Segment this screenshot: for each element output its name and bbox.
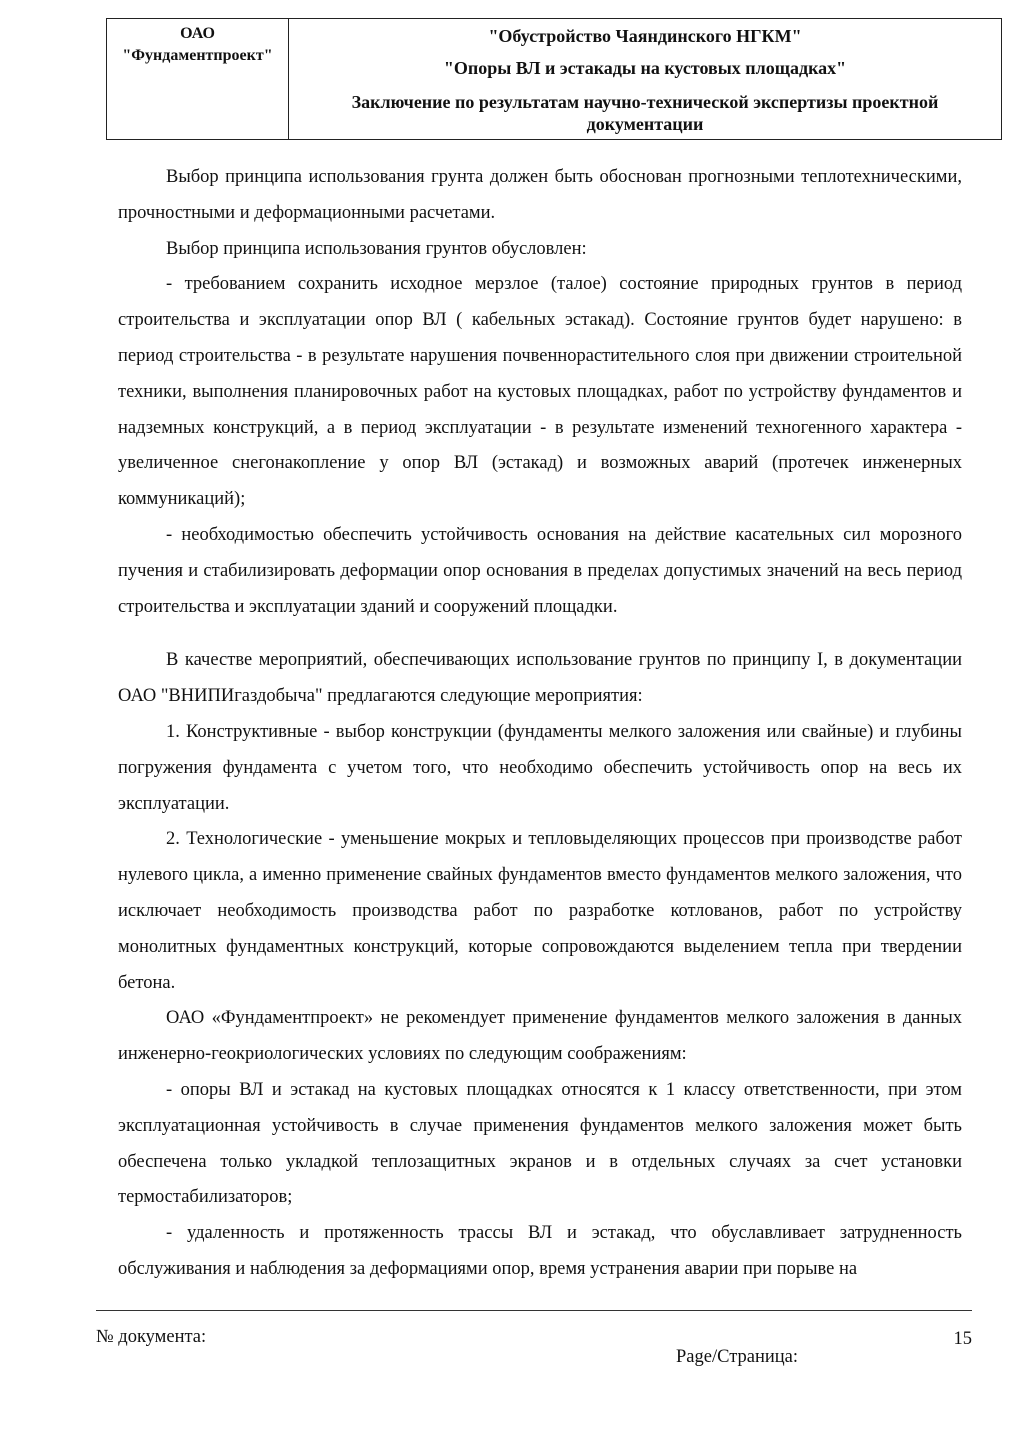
org-line-2: "Фундаментпроект" <box>122 47 273 64</box>
paragraph: В качестве мероприятий, обеспечивающих использование грунтов по принципу I, в документации ОАО "ВНИПИгаздобыча" предлагаются следующие мероприятия: <box>118 650 962 707</box>
org-line-1: ОАО <box>180 25 215 42</box>
paragraph: Выбор принципа использования грунта должен быть обоснован прогнозными теплотехническими, прочностными и деформационными расчетами. <box>118 167 962 223</box>
document-header <box>106 18 1002 140</box>
project-name: "Обустройство Чаяндинского НГКМ" <box>488 26 802 46</box>
paragraph: - необходимостью обеспечить устойчивость основания на действие касательных сил морозного пучения и стабилизировать деформации опор основания в пределах допустимых значений на весь период строительства и эксплуатации зданий и сооружений площадки. <box>118 524 962 617</box>
document-title: Заключение по результатам научно-технической экспертизы проектной документации <box>351 92 939 134</box>
footer-divider <box>96 1310 972 1311</box>
title-cell <box>289 19 1001 139</box>
paragraph: - опоры ВЛ и эстакад на кустовых площадках относятся к 1 классу ответственности, при этом эксплуатационная устойчивость в случае применения фундаментов мелкого заложения может быть обеспечена только укладкой теплозащитных экранов и в отдельных случаях за счет установки термостабилизаторов; <box>118 1079 962 1208</box>
document-number-label: № документа: <box>96 1327 207 1347</box>
paragraph: - требованием сохранить исходное мерзлое (талое) состояние природных грунтов в период строительства и эксплуатации опор ВЛ ( кабельных эстакад). Состояние грунтов будет нарушено: в период строительства - в результате нарушения почвеннорастительного слоя при движении строительной техники, выполнения планировочных работ на кустовых площадках, работ по устройству фундаментов и надземных конструкций, а в период эксплуатации - в результате изменений техногенного характера - увеличенное снегонакопление у опор ВЛ (эстакад) и возможных аварий (протечек инженерных коммуникаций); <box>118 274 962 510</box>
paragraph: ОАО «Фундаментпроект» не рекомендует применение фундаментов мелкого заложения в данных инженерно-геокриологических условиях по следующим соображениям: <box>118 1008 962 1065</box>
paragraph: Выбор принципа использования грунтов обусловлен: <box>166 238 587 259</box>
paragraph: - удаленность и протяженность трассы ВЛ и эстакад, что обуславливает затрудненность обслуживания и наблюдения за деформациями опор, время устранения аварии при порыве на <box>118 1223 962 1279</box>
paragraph: 2. Технологические - уменьшение мокрых и тепловыделяющих процессов при производстве работ нулевого цикла, а именно применение свайных фундаментов вместо фундаментов мелкого заложения, что исключает необходимость производства работ по разработке котлованов, работ по устройству монолитных фундаментных конструкций, которые сопровождаются выделением тепла при твердении бетона. <box>118 829 962 993</box>
document-body <box>118 160 962 1288</box>
organization-cell <box>107 19 289 139</box>
project-subject: "Опоры ВЛ и эстакады на кустовых площадках" <box>443 58 847 78</box>
paragraph: 1. Конструктивные - выбор конструкции (фундаменты мелкого заложения или свайные) и глубины погружения фундамента с учетом того, что необходимо обеспечить устойчивость опор на весь их эксплуатации. <box>118 721 962 814</box>
page-number: 15 <box>953 1329 972 1349</box>
page-label: Page/Страница: <box>676 1347 799 1367</box>
